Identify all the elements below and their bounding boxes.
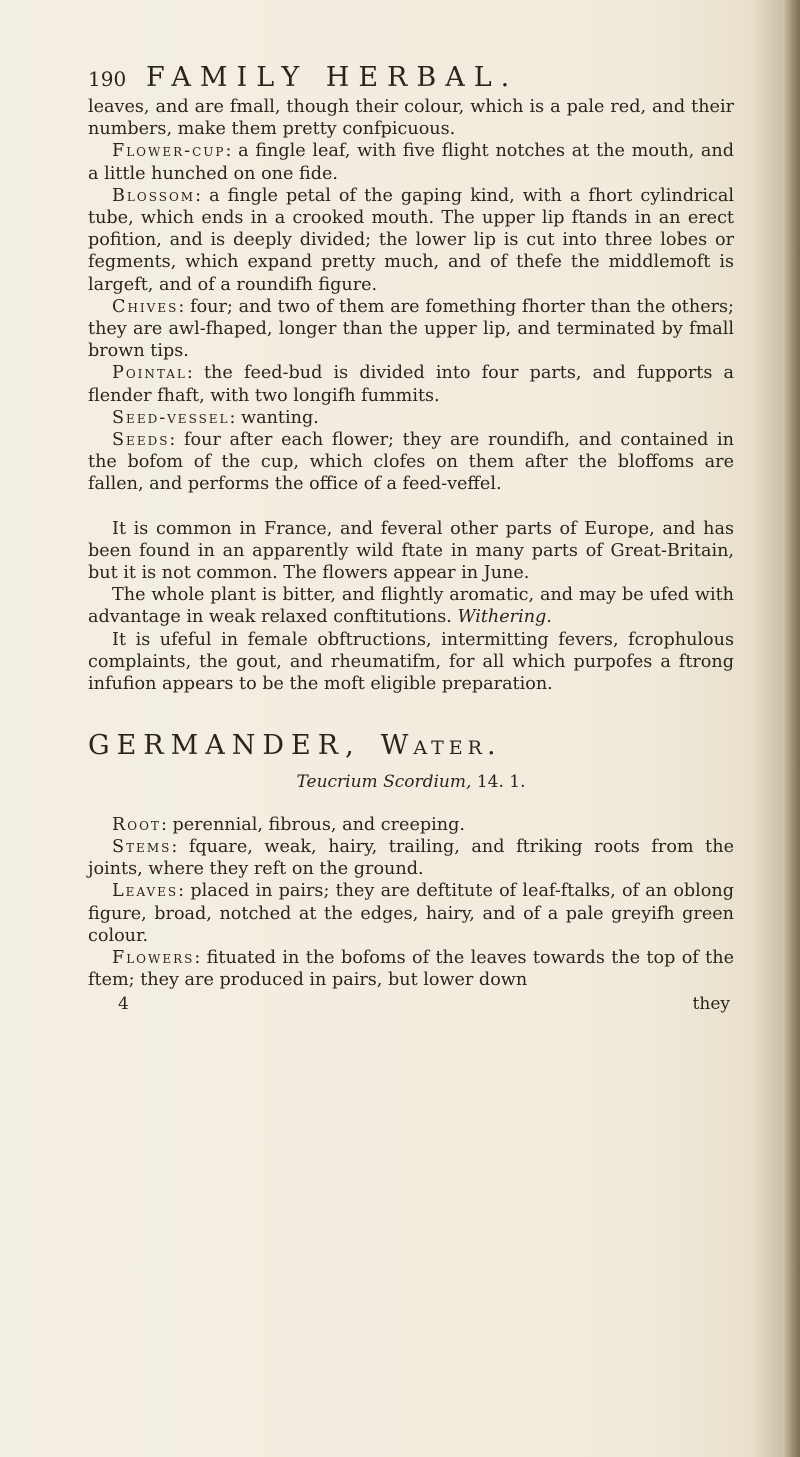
description-item: Flower-cup: a fingle leaf, with five flight notches at the mouth, and a little hunched on one fide. bbox=[88, 141, 734, 184]
habitat-paragraph: It is common in France, and feveral other parts of Europe, and has been found in an apparently wild ftate in many parts of Great-Britain, but it is not common. The flowers appear in June. bbox=[88, 518, 734, 584]
description-term: Root bbox=[112, 814, 161, 835]
description-term: Pointal bbox=[112, 363, 187, 384]
description-item: Root: perennial, fibrous, and creeping. bbox=[112, 814, 465, 835]
page-edge-shadow bbox=[782, 0, 800, 1457]
citation-author: Withering. bbox=[457, 607, 552, 628]
description-term: Stems bbox=[112, 836, 172, 857]
description-item: Leaves: placed in pairs; they are deftitute of leaf-ftalks, of an oblong figure, broad, notched at the edges, hairy, and of a pale greyifh green colour. bbox=[88, 881, 734, 946]
body-text bbox=[88, 96, 734, 1016]
properties-paragraph: The whole plant is bitter, and flightly aromatic, and may be ufed with advantage in weak relaxed conftitutions. Withering. bbox=[88, 585, 734, 628]
page-footer bbox=[88, 993, 734, 1015]
uses-paragraph: It is ufeful in female obftructions, intermitting fevers, fcrophulous complaints, the gout, and rheumatifm, for all which purpofes a ftrong infufion appears to be the moft eligible preparation. bbox=[88, 629, 734, 695]
linnaean-reference: 14. 1. bbox=[476, 772, 526, 793]
page-content bbox=[88, 62, 734, 1016]
catchword: they bbox=[692, 994, 730, 1015]
description-term: Leaves bbox=[112, 881, 179, 902]
continued-paragraph: leaves, and are fmall, though their colour, which is a pale red, and their numbers, make them pretty confpicuous. bbox=[88, 97, 734, 140]
description-item: Seed-vessel: wanting. bbox=[112, 407, 319, 428]
description-item: Stems: fquare, weak, hairy, trailing, and ftriking roots from the joints, where they reft on the ground. bbox=[88, 836, 734, 880]
section-title: GERMANDER, Water. bbox=[88, 730, 501, 762]
signature-mark: 4 bbox=[118, 994, 129, 1015]
description-item: Flowers: fituated in the bofoms of the leaves towards the top of the ftem; they are produced in pairs, but lower down bbox=[88, 947, 734, 991]
description-item: Seeds: four after each flower; they are roundifh, and contained in the bofom of the cup, which clofes on them after the bloffoms are fallen, and performs the office of a feed-veffel. bbox=[88, 430, 734, 495]
description-term: Seed-vessel bbox=[112, 407, 230, 428]
description-item: Pointal: the feed-bud is divided into four parts, and fupports a flender fhaft, with two longifh fummits. bbox=[88, 363, 734, 406]
description-term: Chives bbox=[112, 296, 179, 317]
page-number: 190 bbox=[88, 67, 127, 91]
running-title: FAMILY HERBAL. bbox=[146, 62, 519, 93]
description-item: Chives: four; and two of them are fomething fhorter than the others; they are awl-fhaped, longer than the upper lip, and terminated by fmall brown tips. bbox=[88, 296, 734, 362]
description-term: Blossom bbox=[112, 185, 196, 206]
description-item: Blossom: a fingle petal of the gaping kind, with a fhort cylindrical tube, which ends in a crooked mouth. The upper lip ftands in an erect pofition, and is deeply divided; the lower lip is cut into three lobes or fegments, which expand pretty much, and of thefe the middlemoft is largeft, and of a roundifh figure. bbox=[88, 185, 734, 295]
latin-name: Teucrium Scordium, 14. 1. bbox=[296, 772, 526, 793]
page-header bbox=[88, 62, 734, 96]
description-term: Flower-cup bbox=[112, 141, 226, 162]
description-term: Flowers bbox=[112, 947, 195, 968]
description-term: Seeds bbox=[112, 430, 170, 451]
